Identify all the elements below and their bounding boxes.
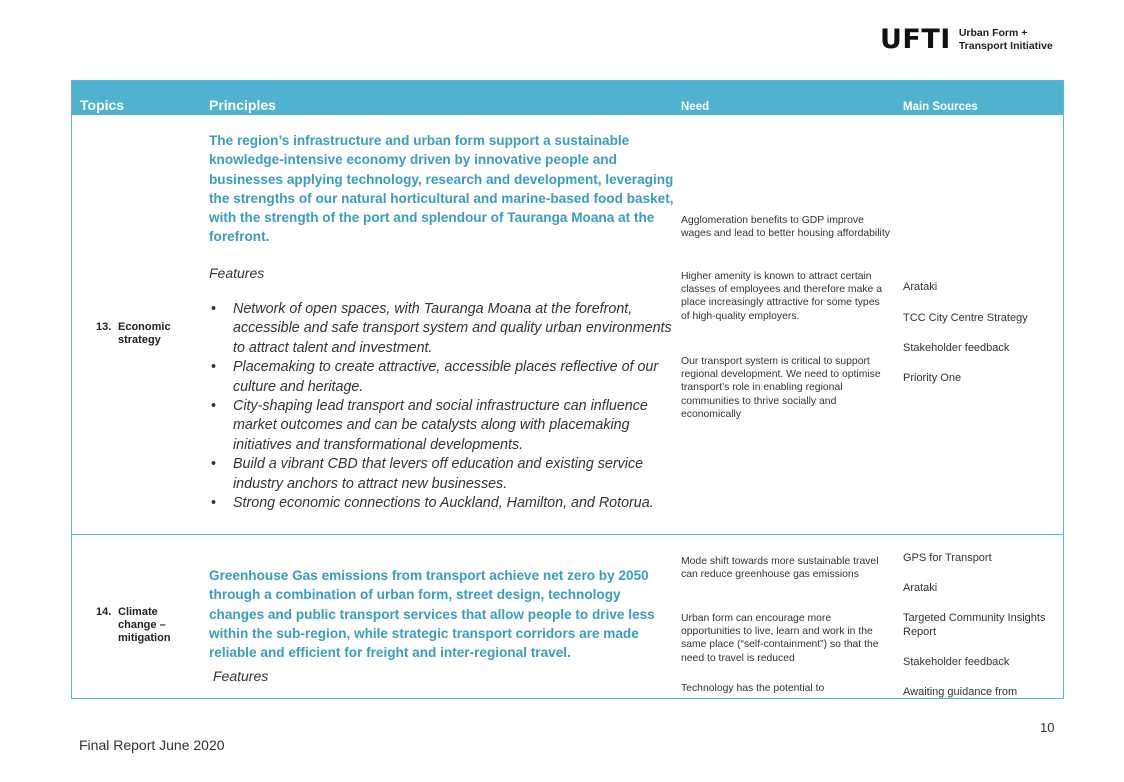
ufti-logo xyxy=(880,24,1053,55)
row-divider xyxy=(72,534,1063,535)
source-item: Arataki xyxy=(903,281,938,293)
logo-tagline-line2: Transport Initiative xyxy=(958,39,1053,52)
topic-number: 14. xyxy=(96,606,112,618)
need-item: Urban form can encourage more opportunities to live, learn and work in the same place (“self-containment”) so that the need to travel is reduced xyxy=(681,613,879,664)
topic-line: change – xyxy=(118,619,166,631)
source-item: Arataki xyxy=(903,582,938,594)
topic-line: Economic xyxy=(118,321,171,333)
features-label: Features xyxy=(209,265,265,281)
footer-text: Final Report June 2020 xyxy=(79,737,225,753)
feature-item: • City-shaping lead transport and social infrastructure can influence market outcomes and can be catalysts along with placemaking initiatives and transformational developments. xyxy=(209,397,679,455)
topic-line: strategy xyxy=(118,334,161,346)
topic-label xyxy=(118,606,171,645)
source-item: Targeted Community Insights Report xyxy=(903,612,1046,638)
topic-line: Climate xyxy=(118,606,158,618)
features-label: Features xyxy=(213,668,269,684)
need-item: Our transport system is critical to support regional development. We need to optimise transport’s role in enabling regional communities to thrive socially and economically xyxy=(681,356,881,420)
need-item: Mode shift towards more sustainable travel can reduce greenhouse gas emissions xyxy=(681,556,879,581)
source-item: Awaiting guidance from xyxy=(903,686,1018,698)
need-item: Technology has the potential to xyxy=(681,683,825,694)
topic-label xyxy=(118,321,171,347)
feature-item: • Build a vibrant CBD that levers off education and existing service industry anchors to attract new businesses. xyxy=(209,455,679,494)
source-item: GPS for Transport xyxy=(903,552,992,564)
principle-heading-climate: Greenhouse Gas emissions from transport achieve net zero by 2050 through a combination of urban form, street design, technology changes and public transport services that allow people to drive less within the sub-region, while strategic transport corridors are made reliable and efficient for freight and inter-regional travel. xyxy=(209,568,655,661)
feature-item: • Strong economic connections to Auckland, Hamilton, and Rotorua. xyxy=(209,494,679,513)
topic-number: 13. xyxy=(96,321,112,333)
header-topics: Topics xyxy=(80,97,125,113)
feature-item: • Placemaking to create attractive, accessible places reflective of our culture and heritage. xyxy=(209,358,679,397)
principle-heading-economic: The region’s infrastructure and urban form support a sustainable knowledge-intensive economy driven by innovative people and businesses applying technology, research and development, leveraging the strengths of our natural horticultural and marine-based food basket, with the strength of the port and splendour of Tauranga Moana at the forefront. xyxy=(209,133,674,245)
need-item: Agglomeration benefits to GDP improve wages and lead to better housing affordability xyxy=(681,215,890,240)
need-item: Higher amenity is known to attract certain classes of employees and therefore make a place increasingly attractive for some types of high-quality employers. xyxy=(681,271,882,322)
source-item: Priority One xyxy=(903,372,962,384)
logo-tagline xyxy=(959,27,1053,52)
source-item: Stakeholder feedback xyxy=(903,342,1010,354)
header-need: Need xyxy=(681,101,710,113)
source-item: TCC City Centre Strategy xyxy=(903,312,1028,324)
principles-table xyxy=(71,80,1064,699)
feature-item: • Network of open spaces, with Tauranga Moana at the forefront, accessible and safe transport system and quality urban environments to attract talent and investment. xyxy=(209,300,679,358)
logo-mark: UFTI xyxy=(880,24,951,55)
feature-list-economic xyxy=(209,300,679,513)
table-header xyxy=(72,81,1063,115)
header-main-sources: Main Sources xyxy=(903,101,978,113)
topic-line: mitigation xyxy=(118,632,171,644)
source-item: Stakeholder feedback xyxy=(903,656,1010,668)
header-principles: Principles xyxy=(209,97,276,113)
page-number: 10 xyxy=(1040,720,1055,735)
logo-tagline-line1: Urban Form + xyxy=(958,27,1028,39)
